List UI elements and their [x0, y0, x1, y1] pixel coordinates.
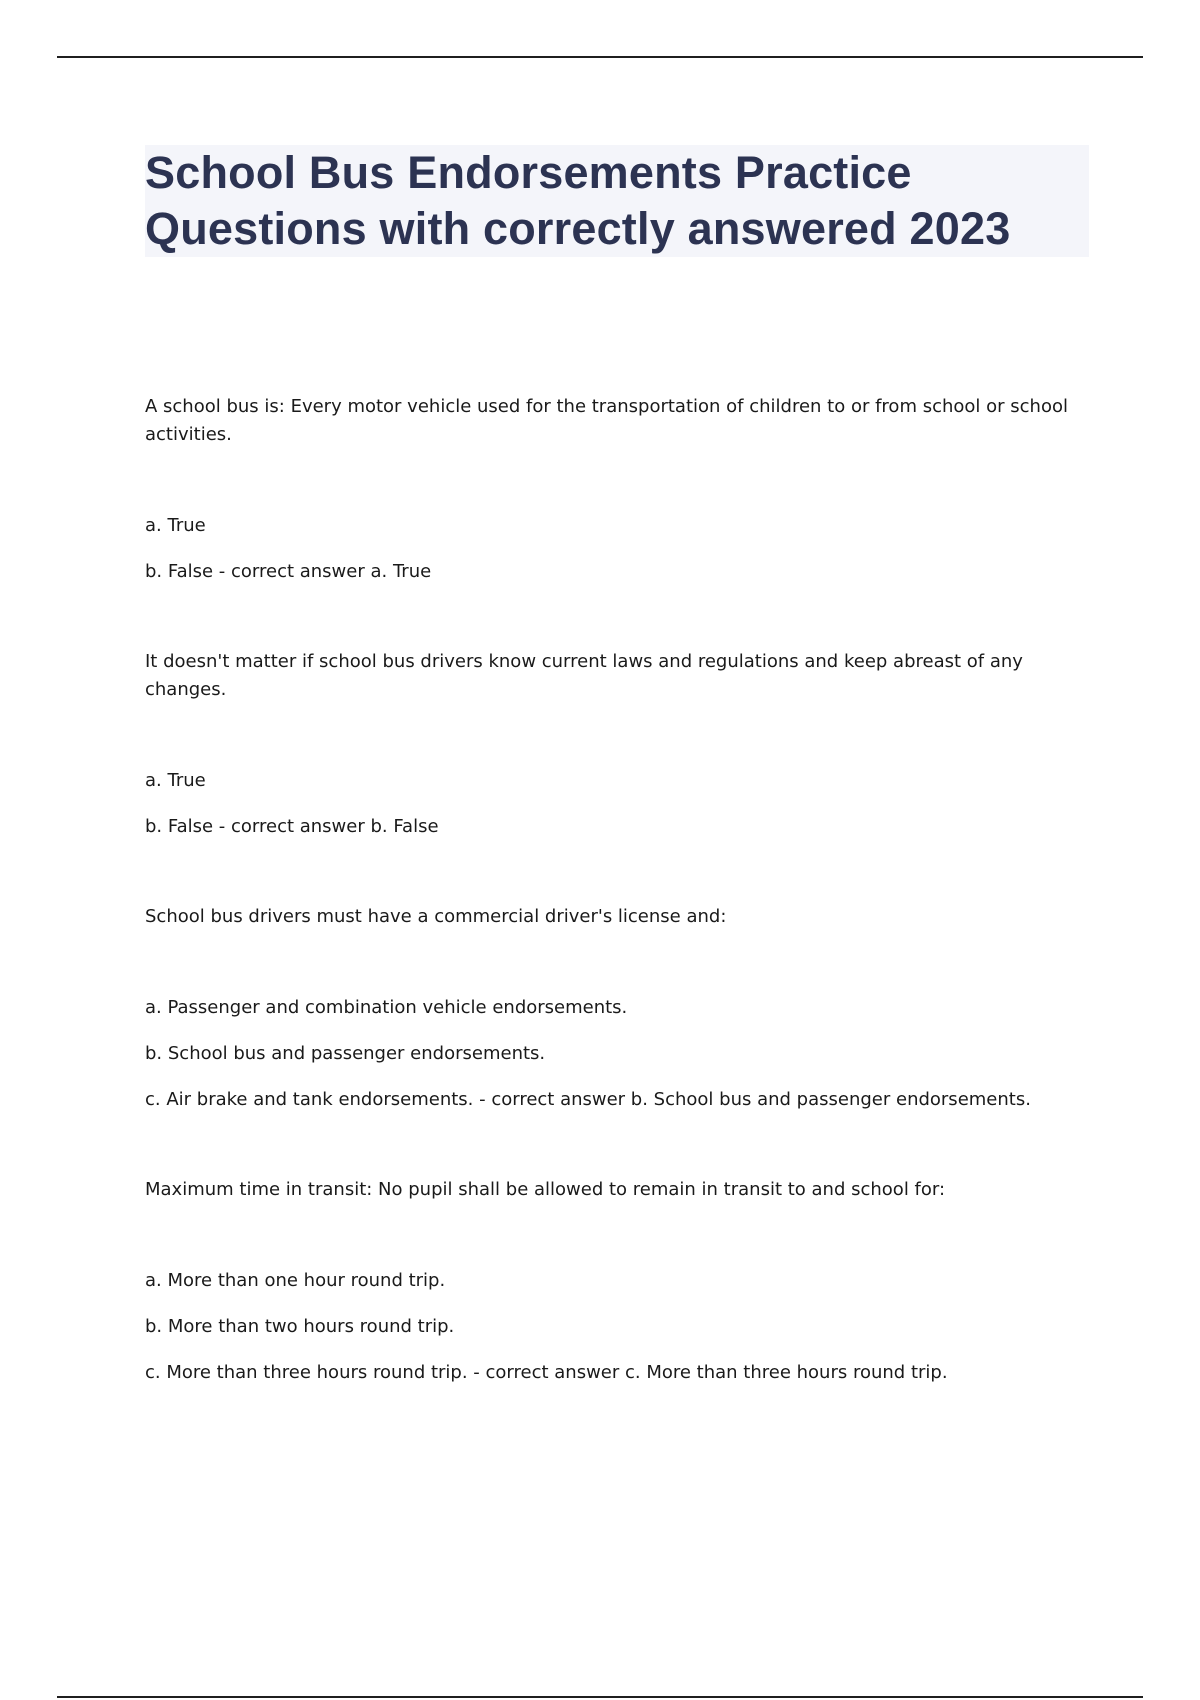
question-block: [145, 903, 1085, 1114]
answer-options: [145, 767, 1085, 841]
question-block: [145, 648, 1085, 841]
answer-option: c. Air brake and tank endorsements. - correct answer b. School bus and passenger endorsements.: [145, 1089, 1031, 1110]
answer-option: a. True: [145, 770, 206, 791]
answer-options: [145, 994, 1085, 1114]
answer-option: b. False - correct answer b. False: [145, 816, 439, 837]
bottom-divider: [57, 1696, 1143, 1698]
question-text: It doesn't matter if school bus drivers know current laws and regulations and keep abreast of any changes.: [145, 651, 1023, 700]
question-text: Maximum time in transit: No pupil shall be allowed to remain in transit to and school for:: [145, 1179, 946, 1200]
question-text: School bus drivers must have a commercial driver's license and:: [145, 906, 727, 927]
answer-option: b. School bus and passenger endorsements.: [145, 1043, 546, 1064]
questions-list: [145, 393, 1085, 1449]
question-text: A school bus is: Every motor vehicle used for the transportation of children to or from school or school activities.: [145, 396, 1068, 445]
question-block: [145, 1176, 1085, 1387]
answer-options: [145, 1267, 1085, 1387]
answer-option: b. False - correct answer a. True: [145, 561, 432, 582]
answer-option: c. More than three hours round trip. - correct answer c. More than three hours round trip.: [145, 1362, 948, 1383]
title-block: [145, 145, 1089, 257]
answer-option: a. More than one hour round trip.: [145, 1270, 446, 1291]
question-block: [145, 393, 1085, 586]
top-divider: [57, 56, 1143, 58]
answer-option: a. True: [145, 515, 206, 536]
answer-options: [145, 512, 1085, 586]
document-title: School Bus Endorsements Practice Questions with correctly answered 2023: [145, 147, 1011, 254]
answer-option: b. More than two hours round trip.: [145, 1316, 455, 1337]
answer-option: a. Passenger and combination vehicle endorsements.: [145, 997, 628, 1018]
